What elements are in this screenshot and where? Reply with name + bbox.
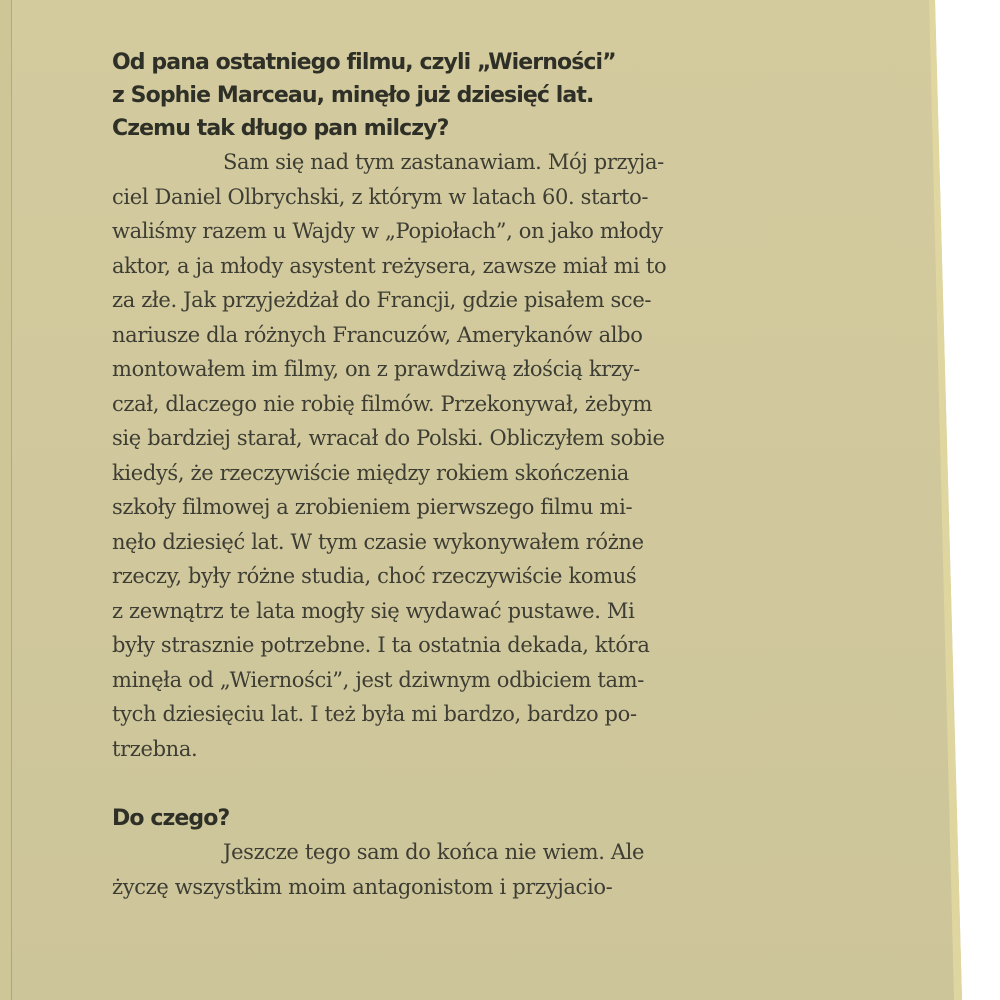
answer-2 — [112, 835, 792, 904]
question-line: Od pana ostatniego filmu, czyli „Wierności” — [112, 50, 616, 75]
question-line: z Sophie Marceau, minęło już dziesięć lat. — [112, 83, 594, 108]
answer-line: montowałem im filmy, on z prawdziwą złością krzy- — [112, 357, 640, 381]
gutter-line — [11, 0, 12, 1000]
answer-line: nariusze dla różnych Francuzów, Amerykanów albo — [112, 322, 643, 347]
question-line: Do czego? — [112, 806, 230, 831]
answer-line: za złe. Jak przyjeżdżał do Francji, gdzie pisałem sce- — [112, 288, 652, 312]
answer-line: minęła od „Wierności”, jest dziwnym odbiciem tam- — [112, 667, 644, 692]
question-2 — [112, 802, 792, 835]
answer-line: się bardziej starał, wracał do Polski. Obliczyłem sobie — [112, 426, 665, 450]
question-line: Czemu tak długo pan milczy? — [112, 116, 449, 141]
answer-line: czał, dlaczego nie robię filmów. Przekonywał, żebym — [112, 391, 653, 416]
answer-line: rzeczy, były różne studia, choć rzeczywiście komuś — [112, 564, 637, 588]
answer-line: szkoły filmowej a zrobieniem pierwszego filmu mi- — [112, 495, 633, 519]
answer-line: trzebna. — [112, 736, 198, 761]
answer-line: Jeszcze tego sam do końca nie wiem. Ale — [223, 840, 645, 864]
answer-line: tych dziesięciu lat. I też była mi bardzo, bardzo po- — [112, 702, 637, 726]
answer-line: z zewnątrz te lata mogły się wydawać pustawe. Mi — [112, 598, 635, 623]
paragraph-gap — [112, 766, 792, 802]
answer-line: Sam się nad tym zastanawiam. Mój przyja- — [223, 150, 664, 174]
answer-line: waliśmy razem u Wajdy w „Popiołach”, on jako młody — [112, 219, 663, 243]
answer-line: aktor, a ja młody asystent reżysera, zawsze miał mi to — [112, 253, 667, 278]
answer-line: kiedyś, że rzeczywiście między rokiem skończenia — [112, 460, 629, 485]
answer-line: były strasznie potrzebne. I ta ostatnia dekada, która — [112, 633, 650, 657]
answer-line: ciel Daniel Olbrychski, z którym w latach 60. starto- — [112, 184, 649, 209]
question-1 — [112, 46, 792, 145]
answer-1 — [112, 145, 792, 766]
answer-line: nęło dziesięć lat. W tym czasie wykonywałem różne — [112, 529, 644, 554]
gutter-shade — [0, 0, 11, 1000]
interview-text — [112, 46, 792, 904]
answer-line: życzę wszystkim moim antagonistom i przyjacio- — [112, 874, 613, 899]
